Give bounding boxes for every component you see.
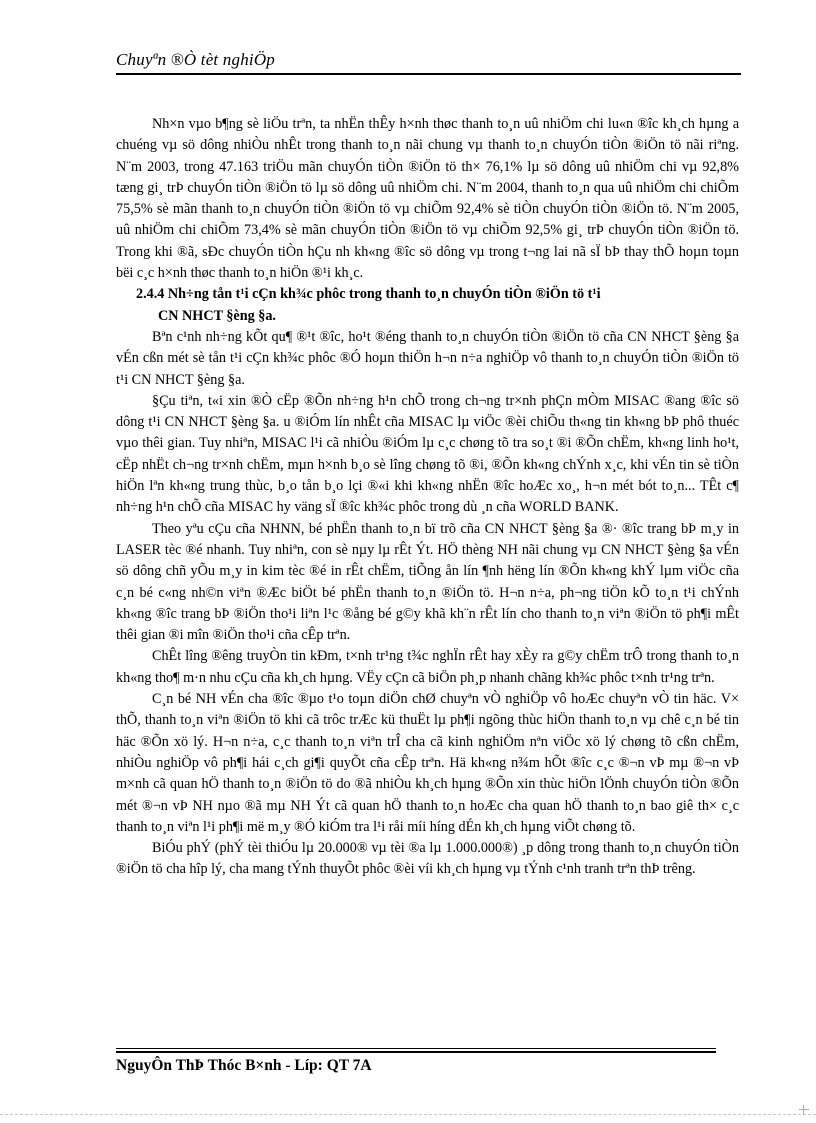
paragraph-3: §Çu tiªn, t«i xin ®Ò cËp ®Õn nh÷ng h¹n chÕ trong ch¬ng tr×nh phÇn mÒm MISAC ®ang ®îc sö dông t¹i CN NHCT §èng §a. u ®iÓm lín nhÊt cña MISAC lµ viÖc ®èi chiÕu th«ng tin kh«ng bÞ phô thuéc vµo thêi gian. Tuy nhiªn, MISAC l¹i cã nhiÒu ®iÓm lµ c¸c chøng tõ tra so¸t ®i ®Õn chËm, kh«ng linh ho¹t, cËp nhËt ch¬ng tr×nh chËm, mµn h×nh b¸o sè lîng chøng tõ ®i, ®Õn kh«ng chÝnh x¸c, khi vÉn tin sè tiÒn hiÖn lªn kh«ng trung thùc, b¸o tån b¸o lçi ®«i khi kh«ng nhËn ®îc hoÆc xo¸, h¬n mét bót to¸n... TÊt c¶ nh÷ng h¹n chÕ cña MISAC hy väng sÏ ®îc kh¾c phôc trong dù ¸n cña WORLD BANK. — [116, 392, 739, 516]
body-text — [116, 114, 739, 881]
footer-rule-thin — [116, 1048, 716, 1049]
section-heading — [116, 284, 739, 327]
paragraph-4: Theo yªu cÇu cña NHNN, bé phËn thanh to¸n bï trõ cña CN NHCT §èng §a ®· ®îc trang bÞ m¸y in LASER tèc ®é nhanh. Tuy nhiªn, con sè nµy lµ rÊt Ýt. HÖ thèng NH nãi chung vµ CN NHCT §èng §a vÉn sö dông chñ yÕu m¸y in kim tèc ®é in rÊt chËm, tiÕng ån lín ¶nh hëng lín ®Õn kh«ng khÝ lµm viÖc cña c¸n bé c«ng nh©n viªn ®Æc biÖt bé phËn thanh to¸n ®iÖn tö. H¬n n÷a, ph¬ng tiÖn kÕ to¸n t¹i chÝnh kh«ng ®îc trang bÞ ®iÖn tho¹i liªn l¹c ®ång bé g©y khã kh¨n rÊt lín cho thanh to¸n viªn ®iÖn tö ph¶i mÊt thêi gian ®i mîn ®iÖn tho¹i cña cÊp trªn. — [116, 520, 739, 644]
page-boundary-line — [0, 1114, 816, 1115]
paragraph-6: C¸n bé NH vÉn cha ®îc ®µo t¹o toµn diÖn chØ chuyªn vÒ nghiÖp vô hoÆc chuyªn vÒ tin häc. V× thÕ, thanh to¸n viªn ®iÖn tö khi cã trôc trÆc kü thuËt lµ ph¶i ngõng thùc hiÖn thanh to¸n vµ chê c¸n bé tin häc ®Õn xö lý. H¬n n÷a, c¸c thanh to¸n viªn trÎ cha cã kinh nghiÖm nªn viÖc xö lý chøng tõ cßn chËm, nhiÒu nghiÖp vô ph¶i hái c¸ch gi¶i quyÕt cña cÊp trªn. Hä kh«ng n¾m hÕt ®îc c¸c ®¬n vÞ mµ ®¬n vÞ m×nh cã quan hÖ thanh to¸n ®iÖn tö do ®ã nhiÒu kh¸ch hµng ®Õn xin thùc hiÖn lÖnh chuyÓn tiÒn ®Õn mét ®¬n vÞ NH nµo ®ã mµ NH Ýt cã quan hÖ thanh to¸n hoÆc cha quan hÖ thanh to¸n bao giê th× c¸c thanh to¸n viªn l¹i ph¶i më m¸y ®Ó kiÓm tra l¹i råi míi híng dÉn kh¸ch hµng viÕt chøng tõ. — [116, 691, 739, 835]
footer-author: NguyÔn ThÞ Thóc B×nh - Líp: QT 7A — [116, 1057, 372, 1074]
footer-rule-thick — [116, 1051, 716, 1053]
header-rule — [116, 73, 741, 75]
page-corner-mark-icon — [799, 1105, 809, 1115]
section-heading-line2: CN NHCT §èng §a. — [158, 307, 276, 324]
paragraph-2: Bªn c¹nh nh÷ng kÕt qu¶ ®¹t ®îc, ho¹t ®éng thanh to¸n chuyÓn tiÒn ®iÖn tö cña CN NHCT §èng §a vÉn cßn mét sè tån t¹i cÇn kh¾c phôc ®Ó hoµn thiÖn h¬n n÷a nghiÖp vô thanh to¸n chuyÓn tiÒn ®iÖn tö t¹i CN NHCT §èng §a. — [116, 328, 739, 388]
header-title: Chuyªn ®Ò tèt nghiÖp — [116, 50, 276, 69]
paragraph-5: ChÊt lîng ®êng truyÒn tin kÐm, t×nh tr¹ng t¾c nghÏn rÊt hay xÈy ra g©y chËm trÔ trong thanh to¸n kh«ng tho¶ m·n nhu cÇu cña kh¸ch hµng. VËy cÇn cã biÖn ph¸p nhanh chãng kh¾c phôc t×nh tr¹ng trªn. — [116, 648, 739, 686]
paragraph-1: Nh×n vµo b¶ng sè liÖu trªn, ta nhËn thÊy h×nh thøc thanh to¸n uû nhiÖm chi lu«n ®îc kh¸ch hµng a chuéng vµ sö dông nhiÒu nhÊt trong thanh to¸n nãi chung vµ thanh to¸n chuyÓn tiÒn ®iÖn tö nãi riªng. N¨m 2003, trong 47.163 triÖu mãn chuyÓn tiÒn ®iÖn tö th× 76,1% lµ sö dông uû nhiÖm chi vµ 92,8% tæng gi¸ trÞ chuyÓn tiÒn ®iÖn tö lµ sö dông uû nhiÖm chi. N¨m 2004, thanh to¸n qua uû nhiÖm chi chiÕm 75,5% sè mãn thanh to¸n chuyÓn tiÒn ®iÖn tö vµ chiÕm 92,4% sè tiÒn chuyÓn tiÒn ®iÖn tö. N¨m 2005, uû nhiÖm chi chiÕm 73,4% sè mãn chuyÓn tiÒn ®iÖn tö vµ chiÕm 92,5% gi¸ trÞ chuyÓn tiÒn ®iÖn tö. Trong khi ®ã, sÐc chuyÓn tiÒn hÇu nh kh«ng ®îc sö dông vµ trong t¬ng lai nã sÏ bÞ thay thÕ hoµn toµn bëi c¸c h×nh thøc thanh to¸n hiÖn ®¹i kh¸c. — [116, 116, 739, 282]
section-heading-line1: 2.4.4 Nh÷ng tån t¹i cÇn kh¾c phôc trong thanh to¸n chuyÓn tiÒn ®iÖn tö t¹i — [136, 286, 601, 303]
paragraph-7: BiÓu phÝ (phÝ tèi thiÓu lµ 20.000® vµ tèi ®a lµ 1.000.000®) ¸p dông trong thanh to¸n chuyÓn tiÒn ®iÖn tö cha hîp lý, cha mang tÝnh thuyÕt phôc ®èi víi kh¸ch hµng vµ tÝnh c¹nh tranh trªn thÞ trêng. — [116, 840, 739, 878]
